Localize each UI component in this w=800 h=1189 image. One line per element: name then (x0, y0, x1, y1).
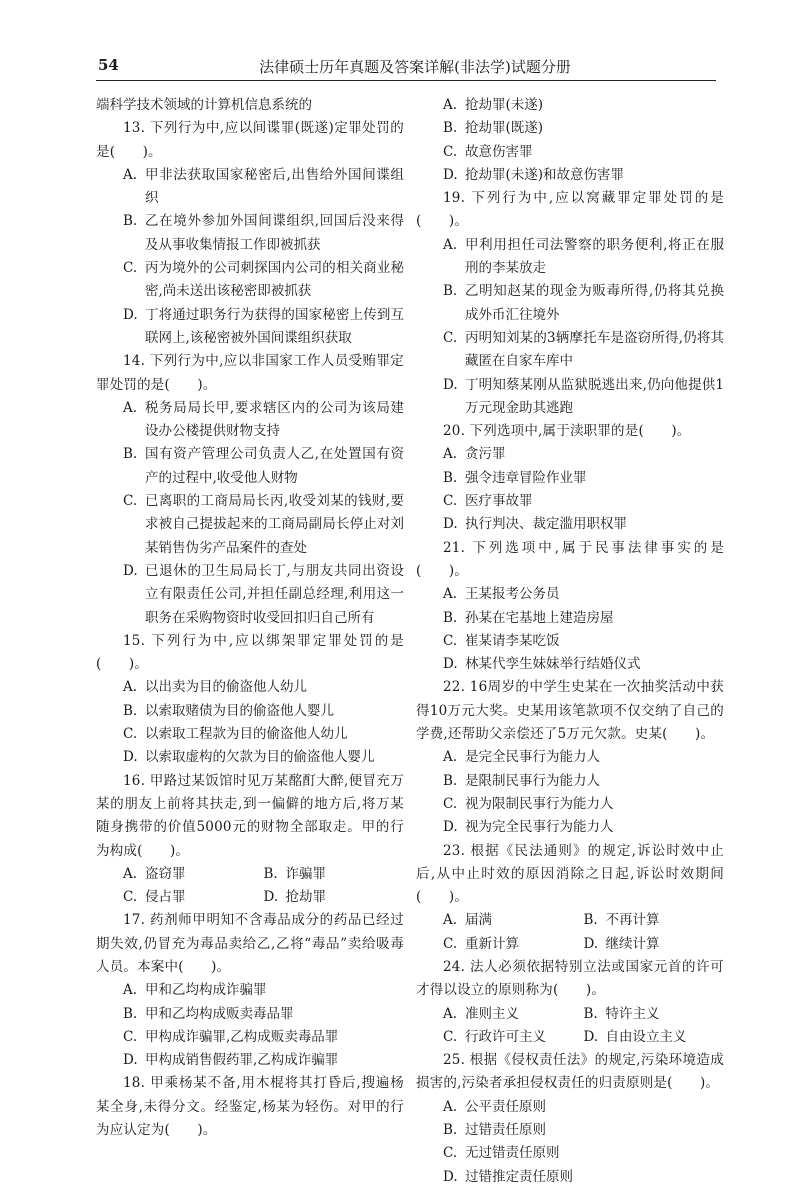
option-b: B. 以索取赌债为目的偷盗他人婴儿 (123, 702, 334, 719)
option-d: D. 林某代孪生妹妹举行结婚仪式 (443, 656, 641, 673)
question-stem: 21. 下列选项中,属于民事法律事实的是( )。 (416, 539, 724, 579)
option-a: A. 准则主义 (443, 1005, 519, 1022)
question-stem: 23. 根据《民法通则》的规定,诉讼时效中止后,从中止时效的原因消除之日起,诉讼时效期间( )。 (416, 842, 724, 906)
option-b: B. 诈骗罪 (263, 865, 326, 882)
continuation-text: 端科学技术领域的计算机信息系统的 (96, 97, 312, 113)
question-25 (416, 1049, 724, 1189)
option-a: A. 公平责任原则 (443, 1098, 546, 1115)
question-24 (416, 956, 724, 1049)
option-b: B. 孙某在宅基地上建造房屋 (443, 609, 614, 626)
option-a: A. 届满 (443, 912, 492, 929)
option-d: D. 视为完全民事行为能力人 (443, 819, 614, 836)
page-number: 54 (98, 56, 119, 74)
question-15 (96, 630, 404, 770)
question-stem: 19. 下列行为中,应以窝藏罪定罪处罚的是( )。 (416, 190, 724, 230)
option-a: A. 以出卖为目的偷盗他人幼儿 (123, 679, 307, 696)
option-d: D. 抢劫罪(未遂)和故意伤害罪 (443, 166, 625, 183)
option-row (416, 909, 724, 932)
option-b: B. 过错责任原则 (443, 1122, 546, 1139)
question-17 (96, 909, 404, 1072)
option-row (416, 1003, 724, 1026)
option-a: A. 甲利用担任司法警察的职务便利,将正在服刑的李某放走 (443, 236, 724, 277)
option-a: A. 是完全民事行为能力人 (443, 749, 600, 766)
option-row (416, 1026, 724, 1049)
option-c: C. 行政许可主义 (443, 1028, 546, 1045)
option-a: A. 贪污罪 (443, 446, 506, 463)
option-a: A. 盗窃罪 (123, 865, 186, 882)
option-d: D. 以索取虚构的欠款为目的偷盗他人婴儿 (123, 749, 375, 766)
option-row (96, 863, 404, 886)
question-stem: 25. 根据《侵权责任法》的规定,污染环境造成损害的,污染者承担侵权责任的归责原则是( )。 (416, 1052, 724, 1092)
question-stem: 14. 下列行为中,应以非国家工作人员受贿罪定罪处罚的是( )。 (96, 353, 404, 393)
option-a: A. 王某报考公务员 (443, 586, 560, 603)
option-row (416, 933, 724, 956)
option-d: D. 甲构成销售假药罪,乙构成诈骗罪 (123, 1052, 339, 1069)
question-stem: 20. 下列选项中,属于渎职罪的是( )。 (443, 423, 691, 440)
option-d: D. 丁明知蔡某刚从监狱脱逃出来,仍向他提供1万元现金助其逃跑 (443, 376, 724, 416)
question-stem: 16. 甲路过某饭馆时见万某酩酊大醉,便冒充万某的朋友上前将其扶走,到一偏僻的地方后,将万某随身携带的价值5000元的财物全部取走。甲的行为构成( )。 (96, 772, 404, 859)
option-a: A. 甲和乙均构成诈骗罪 (123, 982, 267, 999)
option-b: B. 抢劫罪(既遂) (443, 120, 544, 137)
option-c: C. 无过错责任原则 (443, 1145, 560, 1162)
option-d: D. 抢劫罪 (263, 889, 326, 906)
question-22 (416, 676, 724, 839)
question-stem: 17. 药剂师甲明知不含毒品成分的药品已经过期失效,仍冒充为毒品卖给乙,乙将“毒品”卖给吸毒人员。本案中( )。 (96, 912, 404, 975)
option-a: A. 税务局局长甲,要求辖区内的公司为该局建设办公楼提供财物支持 (123, 399, 404, 440)
question-stem: 18. 甲乘杨某不备,用木棍将其打昏后,搜遍杨某全身,未得分文。经鉴定,杨某为轻伤。对甲的行为应认定为( )。 (96, 1075, 404, 1139)
page-header (0, 0, 800, 84)
option-c: C. 崔某请李某吃饭 (443, 632, 560, 649)
question-stem: 15. 下列行为中,应以绑架罪定罪处罚的是( )。 (96, 632, 404, 673)
option-row (96, 886, 404, 909)
question-19 (416, 187, 724, 420)
option-d: D. 丁将通过职务行为获得的国家秘密上传到互联网上,该秘密被外国间谍组织获取 (123, 306, 404, 346)
question-23 (416, 840, 724, 956)
option-d: D. 执行判决、裁定滥用职权罪 (443, 516, 627, 533)
header-rule (96, 80, 716, 81)
option-b: B. 甲和乙均构成贩卖毒品罪 (123, 1005, 294, 1022)
option-b: B. 是限制民事行为能力人 (443, 772, 600, 789)
option-c: C. 丙为境外的公司刺探国内公司的相关商业秘密,尚未送出该秘密即被抓获 (123, 260, 404, 300)
option-b: B. 特许主义 (583, 1005, 660, 1022)
option-a: A. 抢劫罪(未遂) (443, 97, 544, 113)
question-21 (416, 537, 724, 677)
option-c: C. 丙明知刘某的3辆摩托车是盗窃所得,仍将其藏匿在自家车库中 (443, 329, 724, 370)
option-c: C. 医疗事故罪 (443, 493, 533, 510)
question-stem: 22. 16周岁的中学生史某在一次抽奖活动中获得10万元大奖。史某用该笔款项不仅交纳了自己的学费,还帮助父亲偿还了5万元欠款。史某( )。 (416, 679, 724, 743)
option-d: D. 继续计算 (583, 935, 660, 952)
option-b: B. 乙明知赵某的现金为贩毒所得,仍将其兑换成外币汇往境外 (443, 283, 724, 323)
left-column (96, 94, 404, 1142)
option-c: C. 以索取工程款为目的偷盗他人幼儿 (123, 726, 348, 743)
option-d: D. 自由设立主义 (583, 1028, 687, 1045)
option-a: A. 甲非法获取国家秘密后,出售给外国间谍组织 (123, 166, 404, 207)
option-c: C. 重新计算 (443, 935, 519, 952)
option-c: C. 故意伤害罪 (443, 143, 533, 160)
question-20 (416, 420, 724, 536)
question-16 (96, 770, 404, 910)
option-d: D. 过错推定责任原则 (443, 1168, 573, 1185)
option-c: C. 甲构成诈骗罪,乙构成贩卖毒品罪 (123, 1028, 339, 1045)
option-c: C. 视为限制民事行为能力人 (443, 795, 614, 812)
option-c: C. 已离职的工商局局长丙,收受刘某的钱财,要求被自己提拔起来的工商局副局长停止对刘某销售伪劣产品案件的查处 (123, 493, 404, 556)
running-title: 法律硕士历年真题及答案详解(非法学)试题分册 (259, 58, 571, 76)
option-d: D. 已退休的卫生局局长丁,与朋友共同出资设立有限责任公司,并担任副总经理,利用这一职务在采购物资时收受回扣归自己所有 (123, 562, 404, 626)
option-b: B. 不再计算 (583, 912, 660, 929)
question-stem: 24. 法人必须依据特别立法或国家元首的许可才得以设立的原则称为( )。 (416, 958, 724, 999)
question-18 (96, 1072, 404, 1142)
option-b: B. 乙在境外参加外国间谍组织,回国后没来得及从事收集情报工作即被抓获 (123, 213, 404, 253)
question-13 (96, 117, 404, 350)
option-c: C. 侵占罪 (123, 889, 186, 906)
question-stem: 13. 下列行为中,应以间谍罪(既遂)定罪处罚的是( )。 (96, 120, 404, 160)
question-18-options (416, 94, 724, 187)
right-column (416, 94, 724, 1189)
option-b: B. 强令违章冒险作业罪 (443, 469, 587, 486)
option-b: B. 国有资产管理公司负责人乙,在处置国有资产的过程中,收受他人财物 (123, 446, 404, 486)
question-14 (96, 350, 404, 630)
